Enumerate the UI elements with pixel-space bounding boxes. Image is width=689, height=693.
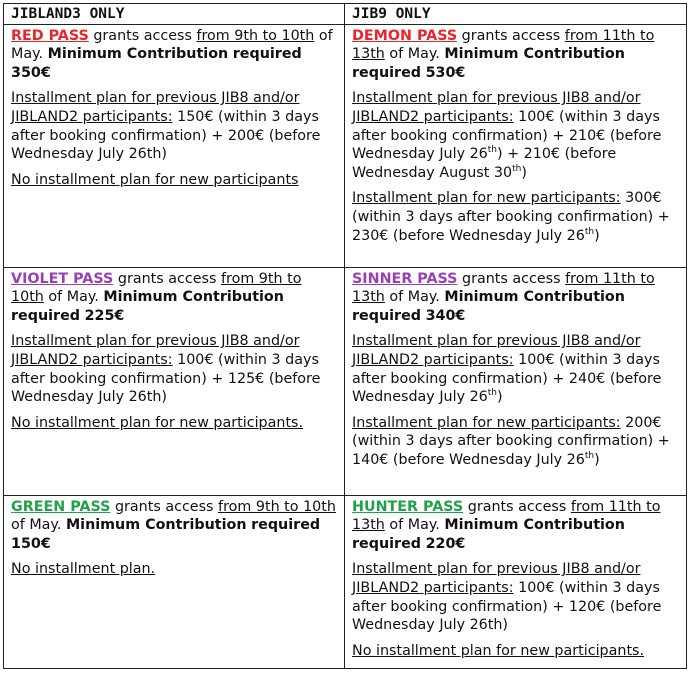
sinner-pass-new-plan: Installment plan for new participants: 200€ (within 3 days after booking confirmation) + 140€ (before Wednesday July 26th) xyxy=(352,414,670,468)
red-pass-cell xyxy=(4,24,345,267)
violet-pass-no-plan: No installment plan for new participants. xyxy=(11,414,304,431)
pass-table xyxy=(3,3,687,669)
red-pass-no-plan: No installment plan for new participants xyxy=(11,171,299,188)
demon-pass-dates: from 11th to 13th xyxy=(352,27,655,63)
demon-pass-summary: DEMON PASS grants access from 11th to 13th of May. Minimum Contribution required 530€ xyxy=(352,27,655,81)
green-pass-name: GREEN PASS xyxy=(11,498,111,515)
violet-pass-amount: 225€ xyxy=(84,307,125,324)
red-pass-installment: Installment plan for previous JIB8 and/or JIBLAND2 participants: 150€ (within 3 days after booking confirmation) + 200€ (before Wednesday July 26th) xyxy=(11,90,321,163)
green-pass-summary: GREEN PASS grants access from 9th to 10th of May. Minimum Contribution required 150€ xyxy=(11,498,336,552)
sinner-pass-amount: 340€ xyxy=(425,307,466,324)
red-pass-amount: 350€ xyxy=(11,64,51,81)
header-row xyxy=(4,4,687,25)
header-jibland3: JIBLAND3 ONLY xyxy=(4,4,345,25)
demon-pass-amount: 530€ xyxy=(425,64,466,81)
violet-pass-cell xyxy=(4,267,345,495)
sinner-pass-name: SINNER PASS xyxy=(352,270,458,287)
violet-pass-installment: Installment plan for previous JIB8 and/or JIBLAND2 participants: 100€ (within 3 days after booking confirmation) + 125€ (before Wednesday July 26th) xyxy=(11,333,321,406)
green-pass-amount: 150€ xyxy=(11,535,51,552)
hunter-pass-cell xyxy=(345,495,687,668)
violet-pass-dates: from 9th to 10th xyxy=(11,270,302,306)
header-jib9: JIB9 ONLY xyxy=(345,4,687,25)
red-pass-name: RED PASS xyxy=(11,27,89,44)
green-pass-cell xyxy=(4,495,345,668)
demon-pass-name: DEMON PASS xyxy=(352,27,458,44)
hunter-pass-summary: HUNTER PASS grants access from 11th to 13th of May. Minimum Contribution required 220€ xyxy=(352,498,661,552)
red-pass-summary: RED PASS grants access from 9th to 10th of May. Minimum Contribution required 350€ xyxy=(11,27,333,81)
green-pass-no-plan: No installment plan. xyxy=(11,561,156,578)
demon-pass-new-plan: Installment plan for new participants: 300€ (within 3 days after booking confirmation) + 230€ (before Wednesday July 26th) xyxy=(352,190,670,244)
hunter-pass-no-plan: No installment plan for new participants. xyxy=(352,642,645,659)
table-row xyxy=(4,267,687,495)
demon-pass-installment: Installment plan for previous JIB8 and/or JIBLAND2 participants: 100€ (within 3 days after booking confirmation) + 210€ (before Wednesday July 26th) + 210€ (before Wednesday August 30th) xyxy=(352,90,662,181)
red-pass-dates: from 9th to 10th xyxy=(196,27,315,44)
hunter-pass-name: HUNTER PASS xyxy=(352,498,464,515)
table-row xyxy=(4,495,687,668)
violet-pass-summary: VIOLET PASS grants access from 9th to 10th of May. Minimum Contribution required 225€ xyxy=(11,270,302,324)
hunter-pass-amount: 220€ xyxy=(425,535,466,552)
sinner-pass-summary: SINNER PASS grants access from 11th to 13th of May. Minimum Contribution required 340€ xyxy=(352,270,655,324)
violet-pass-name: VIOLET PASS xyxy=(11,270,114,287)
sinner-pass-cell xyxy=(345,267,687,495)
hunter-pass-installment: Installment plan for previous JIB8 and/or JIBLAND2 participants: 100€ (within 3 days after booking confirmation) + 120€ (before Wednesday July 26th) xyxy=(352,561,662,634)
hunter-pass-dates: from 11th to 13th xyxy=(352,498,661,534)
green-pass-dates: from 9th to 10th xyxy=(218,498,336,515)
demon-pass-cell xyxy=(345,24,687,267)
sinner-pass-installment: Installment plan for previous JIB8 and/or JIBLAND2 participants: 100€ (within 3 days after booking confirmation) + 240€ (before Wednesday July 26th) xyxy=(352,333,662,406)
table-row xyxy=(4,24,687,267)
sinner-pass-dates: from 11th to 13th xyxy=(352,270,655,306)
